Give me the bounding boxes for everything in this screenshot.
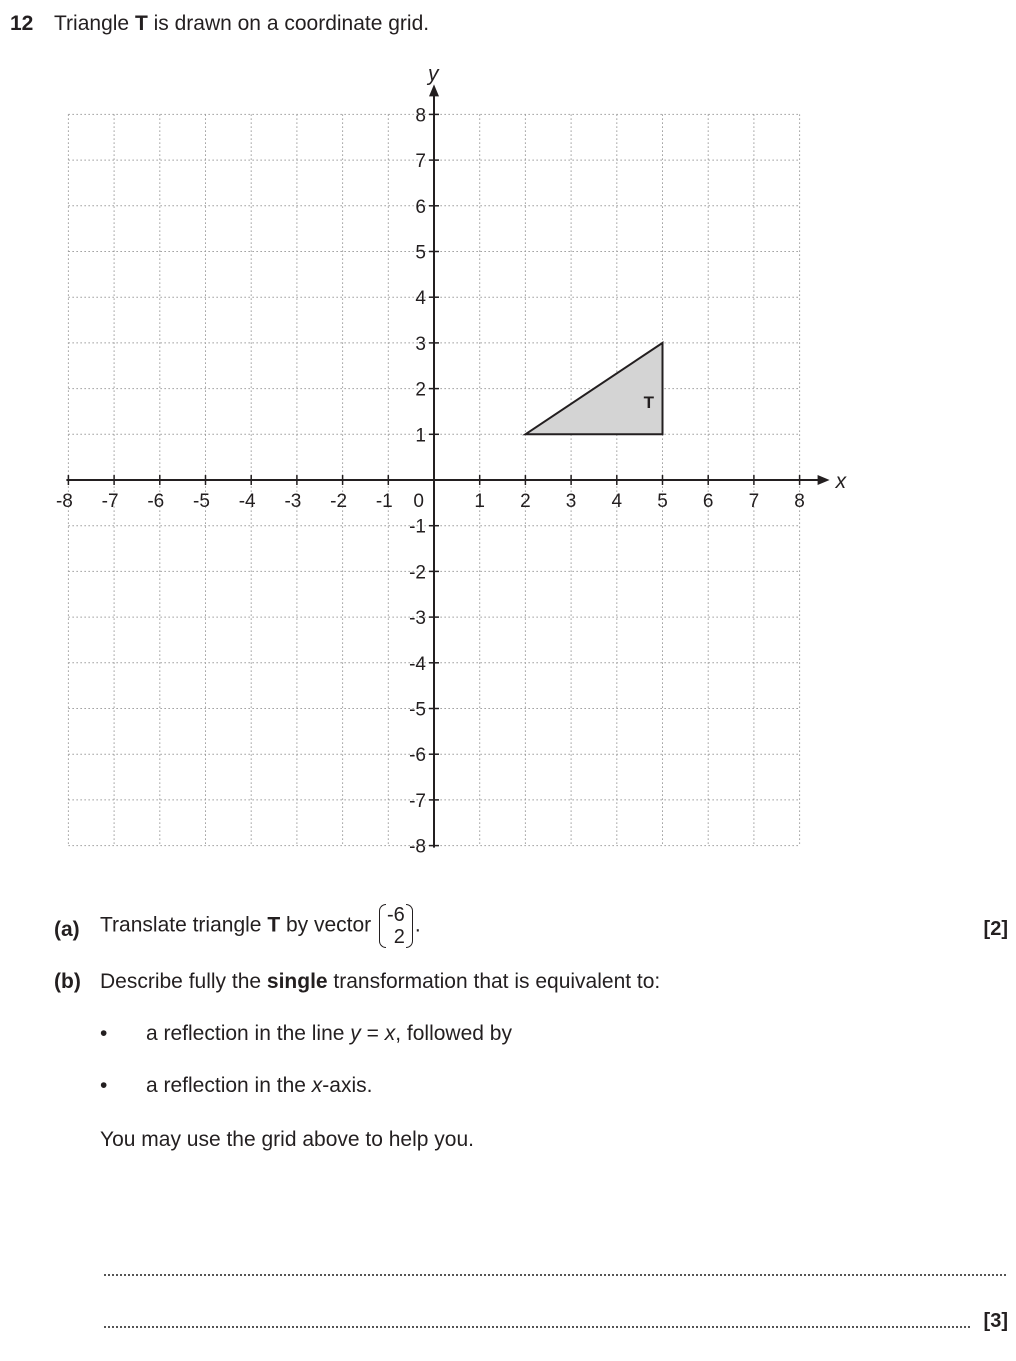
part-b-label: (b) — [54, 970, 81, 993]
y-tick-label: 3 — [415, 333, 426, 355]
y-tick-label: -1 — [409, 516, 426, 538]
y-tick-label: 1 — [415, 425, 426, 447]
triangle-name: T — [134, 12, 148, 35]
answer-line-1[interactable] — [104, 1274, 1006, 1276]
x-tick-label: 7 — [748, 491, 760, 512]
x-tick-label: 6 — [702, 491, 714, 512]
translation-vector — [379, 904, 413, 948]
x-tick-label: 1 — [474, 491, 485, 512]
part-a-text: Translate triangle T by vector -6 2 . — [100, 904, 421, 948]
bullet-2-text: a reflection in the x-axis. — [146, 1074, 373, 1097]
y-tick-label: -4 — [409, 653, 426, 675]
y-axis-arrow — [429, 84, 439, 96]
part-a — [0, 898, 1016, 964]
y-tick-label: -5 — [409, 699, 426, 721]
y-tick-label: -6 — [409, 745, 426, 767]
triangle-label: T — [643, 392, 654, 412]
triangle-T — [525, 343, 662, 434]
bullet-1-text: a reflection in the line y = x, followed by — [146, 1022, 512, 1045]
part-a-label: (a) — [54, 918, 80, 941]
x-tick-label: 8 — [794, 491, 805, 512]
x-tick-label: -8 — [55, 491, 73, 512]
y-tick-label: 8 — [415, 105, 426, 127]
y-tick-label: -3 — [409, 608, 426, 630]
y-tick-label: -8 — [409, 836, 426, 858]
x-tick-label: -6 — [147, 491, 165, 512]
x-tick-label: -7 — [101, 491, 119, 512]
hint-text: You may use the grid above to help you. — [100, 1128, 474, 1151]
y-tick-label: 6 — [415, 196, 426, 218]
x-tick-label: -5 — [193, 491, 210, 512]
y-tick-label: 2 — [415, 379, 426, 401]
y-tick-label: 5 — [415, 242, 426, 264]
axis-labels — [56, 62, 848, 857]
y-tick-label: -7 — [409, 790, 426, 812]
question-number: 12 — [10, 12, 34, 35]
origin-label: 0 — [413, 491, 424, 512]
coordinate-grid[interactable] — [0, 60, 880, 860]
x-tick-label: -3 — [284, 491, 302, 512]
axes — [66, 84, 829, 847]
x-tick-label: -1 — [375, 491, 393, 512]
vector-bottom: 2 — [393, 926, 405, 948]
vector-top: -6 — [387, 904, 405, 926]
x-tick-label: 3 — [565, 491, 577, 512]
shapes-layer — [525, 343, 662, 434]
part-b-text: Describe fully the single transformation that is equivalent to: — [100, 970, 661, 993]
bullet-1-marker: • — [100, 1022, 108, 1045]
part-b — [0, 968, 1016, 1348]
bullet-2-marker: • — [100, 1074, 108, 1097]
x-tick-label: -4 — [238, 491, 256, 512]
x-axis-arrow — [818, 475, 830, 485]
part-a-marks: [2] — [983, 918, 1008, 940]
y-axis-label: y — [428, 62, 439, 86]
part-b-marks: [3] — [983, 1310, 1008, 1332]
x-axis-label: x — [835, 470, 847, 493]
y-tick-label: -2 — [409, 562, 426, 584]
x-tick-label: 4 — [611, 491, 623, 512]
answer-line-2[interactable] — [104, 1326, 970, 1328]
y-tick-label: 4 — [415, 288, 426, 310]
y-tick-label: 7 — [415, 151, 426, 173]
x-tick-label: 2 — [520, 491, 531, 512]
x-tick-label: 5 — [657, 491, 668, 512]
x-tick-label: -2 — [330, 491, 348, 512]
intro-text: Triangle T is drawn on a coordinate grid. — [54, 12, 430, 35]
question-header — [10, 12, 429, 36]
